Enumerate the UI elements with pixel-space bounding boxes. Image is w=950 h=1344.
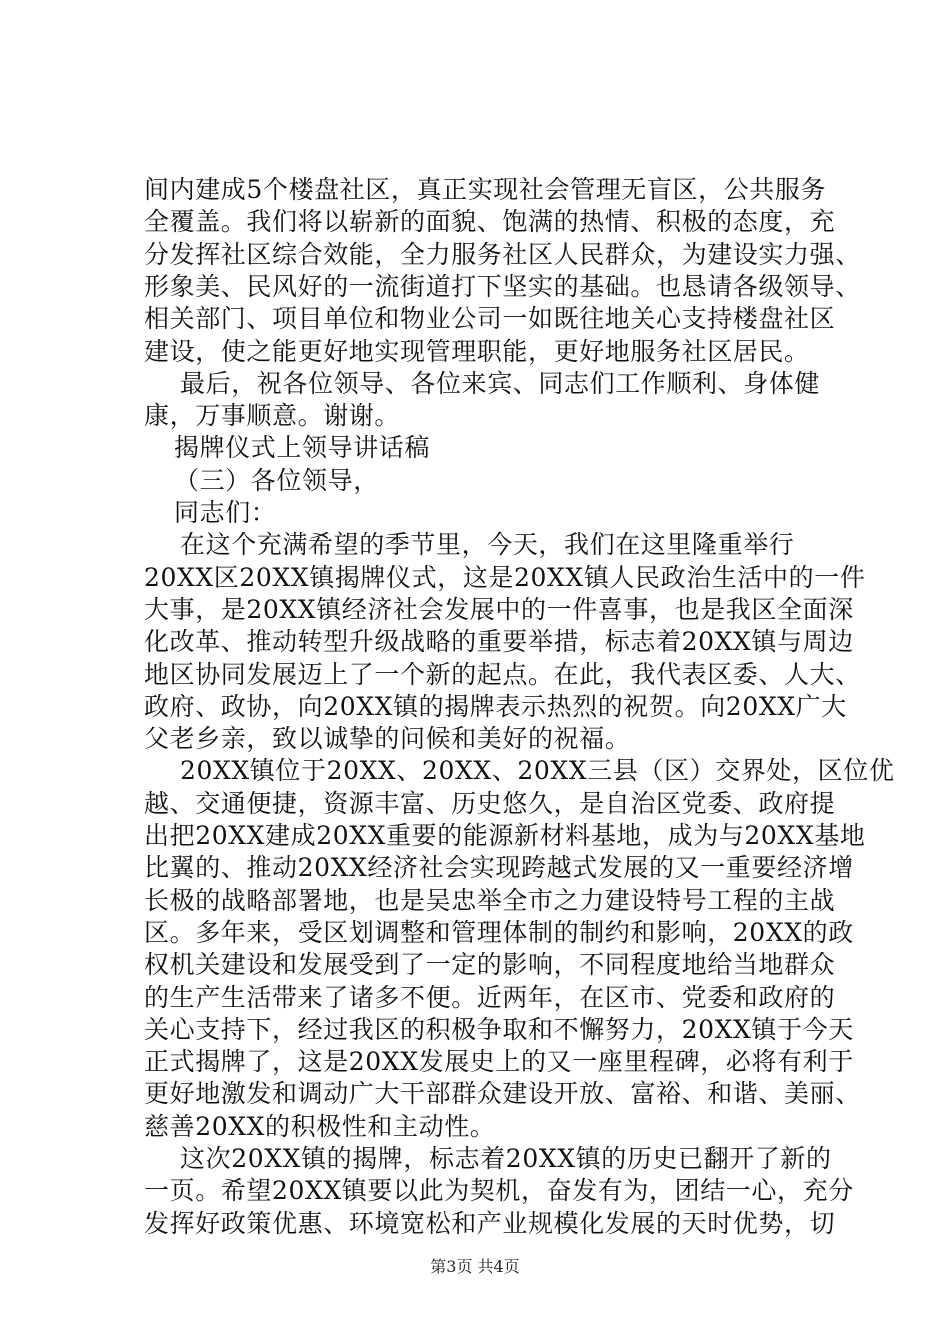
text-line: 全覆盖。我们将以崭新的面貌、饱满的热情、积极的态度，充 xyxy=(144,207,836,237)
text-line: 大事，是20XX镇经济社会发展中的一件喜事，也是我区全面深 xyxy=(144,594,854,624)
text-line: 20XX区20XX镇揭牌仪式，这是20XX镇人民政治生活中的一件 xyxy=(144,562,866,592)
page-footer: 第3页 共4页 xyxy=(430,1257,520,1276)
text-line: 越、交通便捷，资源丰富、历史悠久，是自治区党委、政府提 xyxy=(144,788,836,818)
text-line: 关心支持下，经过我区的积极争取和不懈努力，20XX镇于今天 xyxy=(144,1014,854,1044)
text-line: 康，万事顺意。谢谢。 xyxy=(144,401,401,431)
section-subtitle: （三）各位领导， xyxy=(174,465,379,495)
text-line: 最后，祝各位领导、各位来宾、同志们工作顺利、身体健 xyxy=(180,368,821,398)
text-line: 正式揭牌了，这是20XX发展史上的又一座里程碑，必将有利于 xyxy=(144,1047,854,1077)
text-line: 化改革、推动转型升级战略的重要举措，标志着20XX镇与周边 xyxy=(144,627,854,657)
text-line: 间内建成5个楼盘社区，真正实现社会管理无盲区，公共服务 xyxy=(144,175,827,204)
text-line: 长极的战略部署地，也是吴忠举全市之力建设特号工程的主战 xyxy=(144,885,836,915)
text-line: 一页。希望20XX镇要以此为契机，奋发有为，团结一心，充分 xyxy=(144,1176,854,1206)
text-line: 区。多年来，受区划调整和管理体制的制约和影响，20XX的政 xyxy=(144,917,854,947)
text-line: 慈善20XX的积极性和主动性。 xyxy=(144,1111,496,1141)
text-line: 出把20XX建成20XX重要的能源新材料基地，成为与20XX基地 xyxy=(144,821,866,850)
text-line: 的生产生活带来了诸多不便。近两年，在区市、党委和政府的 xyxy=(144,982,836,1012)
text-line: 政府、政协，向20XX镇的揭牌表示热烈的祝贺。向20XX广大 xyxy=(144,691,847,721)
text-line: 分发挥社区综合效能，全力服务社区人民群众，为建设实力强、 xyxy=(144,239,861,269)
text-line: 相关部门、项目单位和物业公司一如既往地关心支持楼盘社区 xyxy=(144,304,836,334)
text-line: 这次20XX镇的揭牌，标志着20XX镇的历史已翻开了新的 xyxy=(180,1144,832,1173)
text-line: 发挥好政策优惠、环境宽松和产业规模化发展的天时优势，切 xyxy=(144,1208,836,1238)
text-line: 比翼的、推动20XX经济社会实现跨越式发展的又一重要经济增 xyxy=(144,853,854,883)
text-line: 父老乡亲，致以诚挚的问候和美好的祝福。 xyxy=(144,724,631,754)
text-line: 更好地激发和调动广大干部群众建设开放、富裕、和谐、美丽、 xyxy=(144,1079,861,1109)
text-line: 在这个充满希望的季节里，今天，我们在这里隆重举行 xyxy=(180,530,795,560)
text-line: 权机关建设和发展受到了一定的影响，不同程度地给当地群众 xyxy=(144,950,836,980)
text-line: 建设，使之能更好地实现管理职能，更好地服务社区居民。 xyxy=(144,336,810,366)
text-line: 20XX镇位于20XX、20XX、20XX三县（区）交界处，区位优 xyxy=(180,756,895,786)
salutation: 同志们： xyxy=(174,498,277,527)
text-line: 地区协同发展迈上了一个新的起点。在此，我代表区委、人大、 xyxy=(144,659,861,689)
section-title: 揭牌仪式上领导讲话稿 xyxy=(174,433,431,463)
text-line: 形象美、民风好的一流街道打下坚实的基础。也恳请各级领导、 xyxy=(144,271,861,301)
